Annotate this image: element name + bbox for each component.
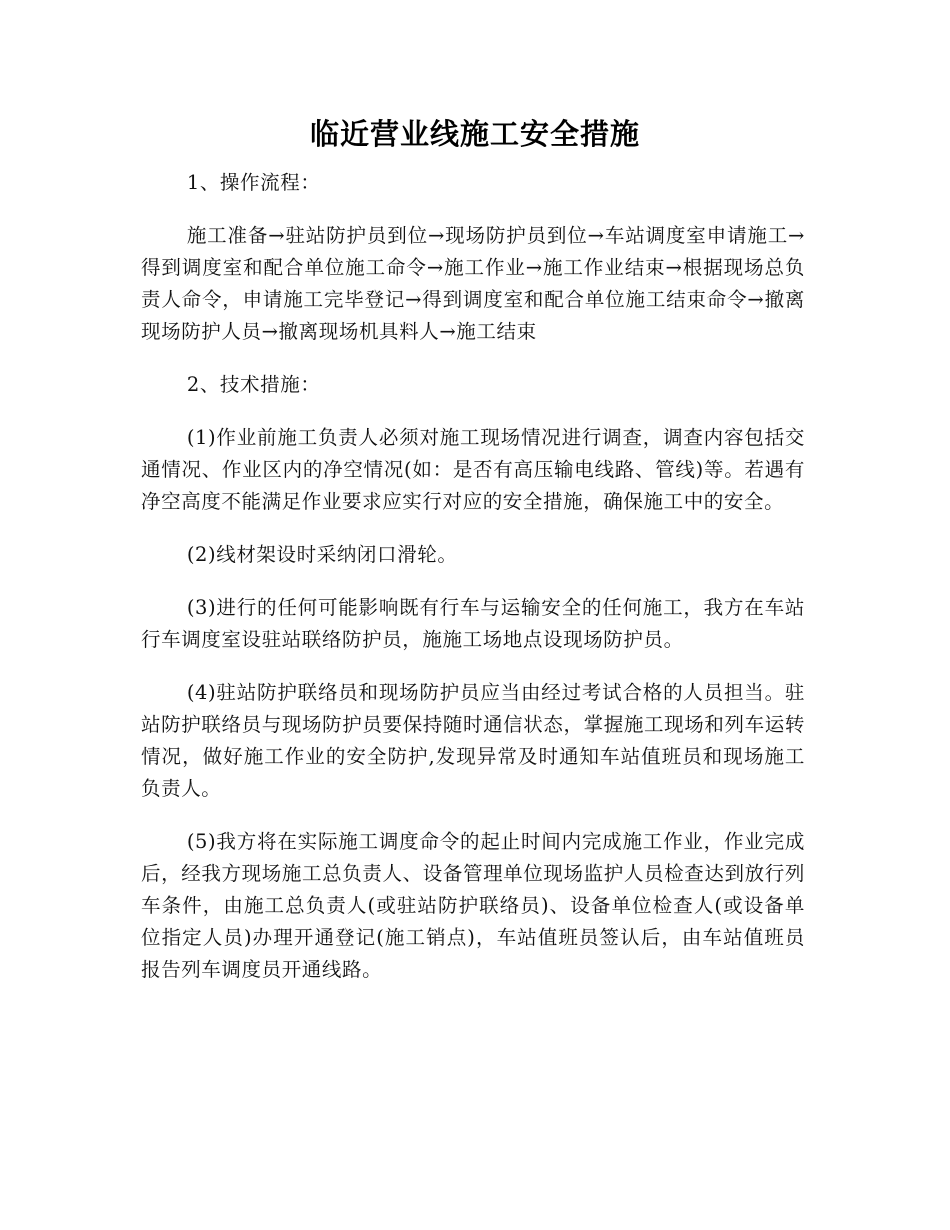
document-body (141, 167, 805, 1007)
section-heading-technical: 2、技术措施： (186, 373, 321, 396)
paragraph-measure-5: (5)我方将在实际施工调度命令的起止时间内完成施工作业，作业完成后，经我方现场施工总负责人、设备管理单位现场监护人员检查达到放行列车条件，由施工总负责人(或驻站防护联络员)、设备单位检查人(或设备单位指定人员)办理开通登记(施工销点)，车站值班员签认后，由车站值班员报告列车调度员开通线路。 (141, 830, 805, 981)
paragraph-measure-4: (4)驻站防护联络员和现场防护员应当由经过考试合格的人员担当。驻站防护联络员与现场防护员要保持随时通信状态，掌握施工现场和列车运转情况，做好施工作业的安全防护,发现异常及时通知车站值班员和现场施工负责人。 (141, 681, 805, 800)
section-heading-process: 1、操作流程： (186, 171, 321, 194)
paragraph-measure-2: (2)线材架设时采纳闭口滑轮。 (186, 543, 458, 566)
paragraph-measure-3: (3)进行的任何可能影响既有行车与运输安全的任何施工，我方在车站行车调度室设驻站联络防护员，施施工场地点设现场防护员。 (141, 596, 805, 651)
paragraph-measure-1: (1)作业前施工负责人必须对施工现场情况进行调查，调查内容包括交通情况、作业区内的净空情况(如：是否有高压输电线路、管线)等。若遇有净空高度不能满足作业要求应实行对应的安全措施，确保施工中的安全。 (141, 426, 805, 513)
document-title: 临近营业线施工安全措施 (309, 117, 640, 151)
paragraph-process-flow: 施工准备→驻站防护员到位→现场防护员到位→车站调度室申请施工→得到调度室和配合单位施工命令→施工作业→施工作业结束→根据现场总负责人命令，申请施工完毕登记→得到调度室和配合单位施工结束命令→撤离现场防护人员→撤离现场机具料人→施工结束 (141, 224, 805, 343)
